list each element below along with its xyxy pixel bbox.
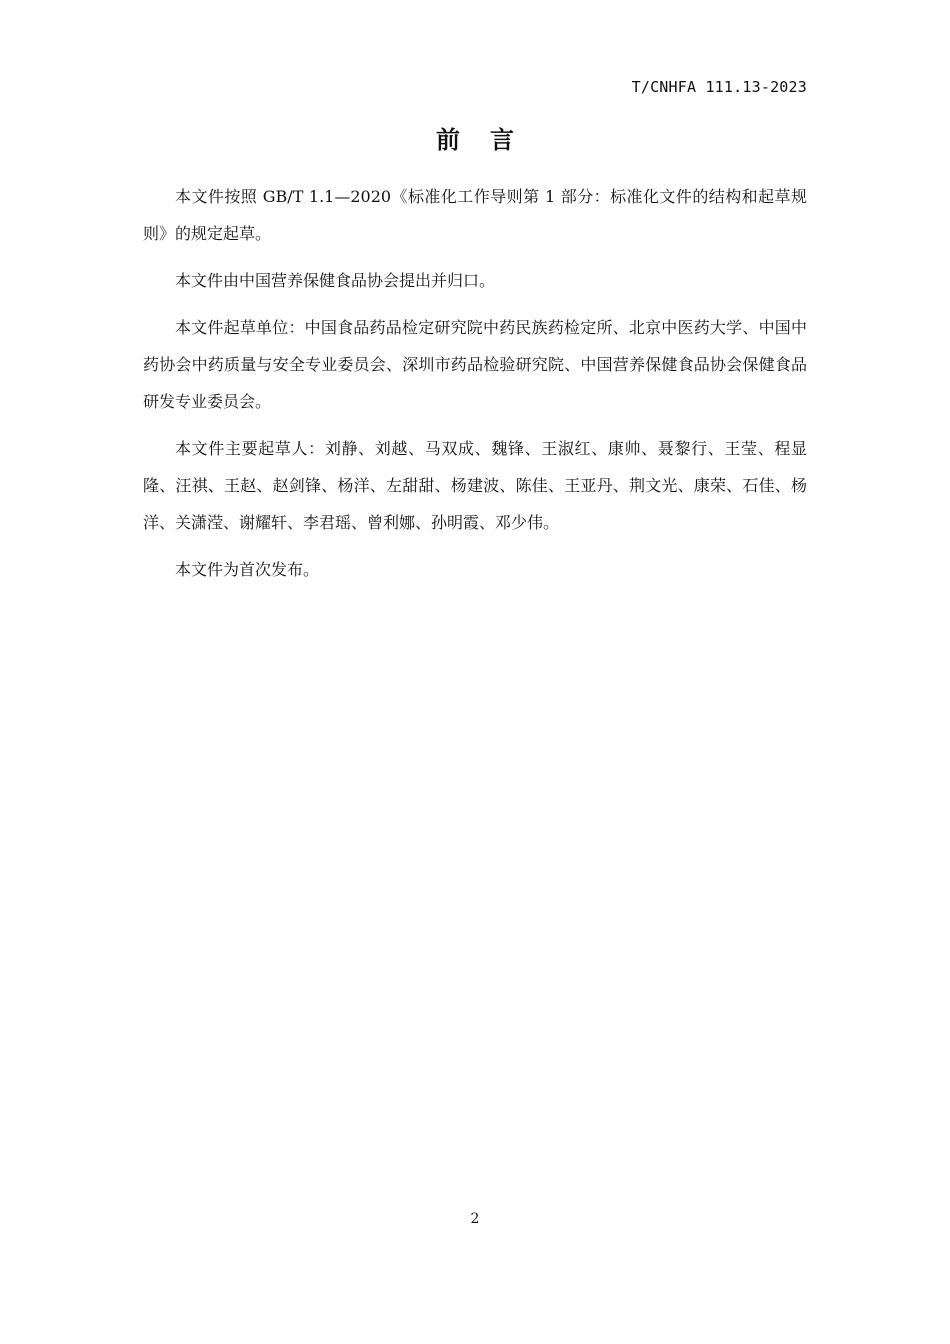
foreword-body — [143, 178, 807, 598]
paragraph-drafting-units: 本文件起草单位：中国食品药品检定研究院中药民族药检定所、北京中医药大学、中国中药协会中药质量与安全专业委员会、深圳市药品检验研究院、中国营养保健食品协会保健食品研发专业委员会。 — [143, 318, 807, 411]
page-number: 2 — [470, 1211, 480, 1227]
paragraph-drafting-rules: 本文件按照 GB/T 1.1—2020《标准化工作导则第 1 部分：标准化文件的结构和起草规则》的规定起草。 — [143, 187, 807, 243]
standard-code: T/CNHFA 111.13-2023 — [631, 78, 807, 96]
paragraph-first-release: 本文件为首次发布。 — [175, 560, 320, 579]
paragraph-proposer: 本文件由中国营养保健食品协会提出并归口。 — [175, 271, 496, 290]
page-title: 前言 — [436, 126, 544, 154]
paragraph-drafters: 本文件主要起草人：刘静、刘越、马双成、魏锋、王淑红、康帅、聂黎行、王莹、程显隆、汪祺、王赵、赵剑锋、杨洋、左甜甜、杨建波、陈佳、王亚丹、荆文光、康荣、石佳、杨洋、关潇滢、谢耀轩、李君瑶、曾利娜、孙明霞、邓少伟。 — [143, 439, 807, 532]
